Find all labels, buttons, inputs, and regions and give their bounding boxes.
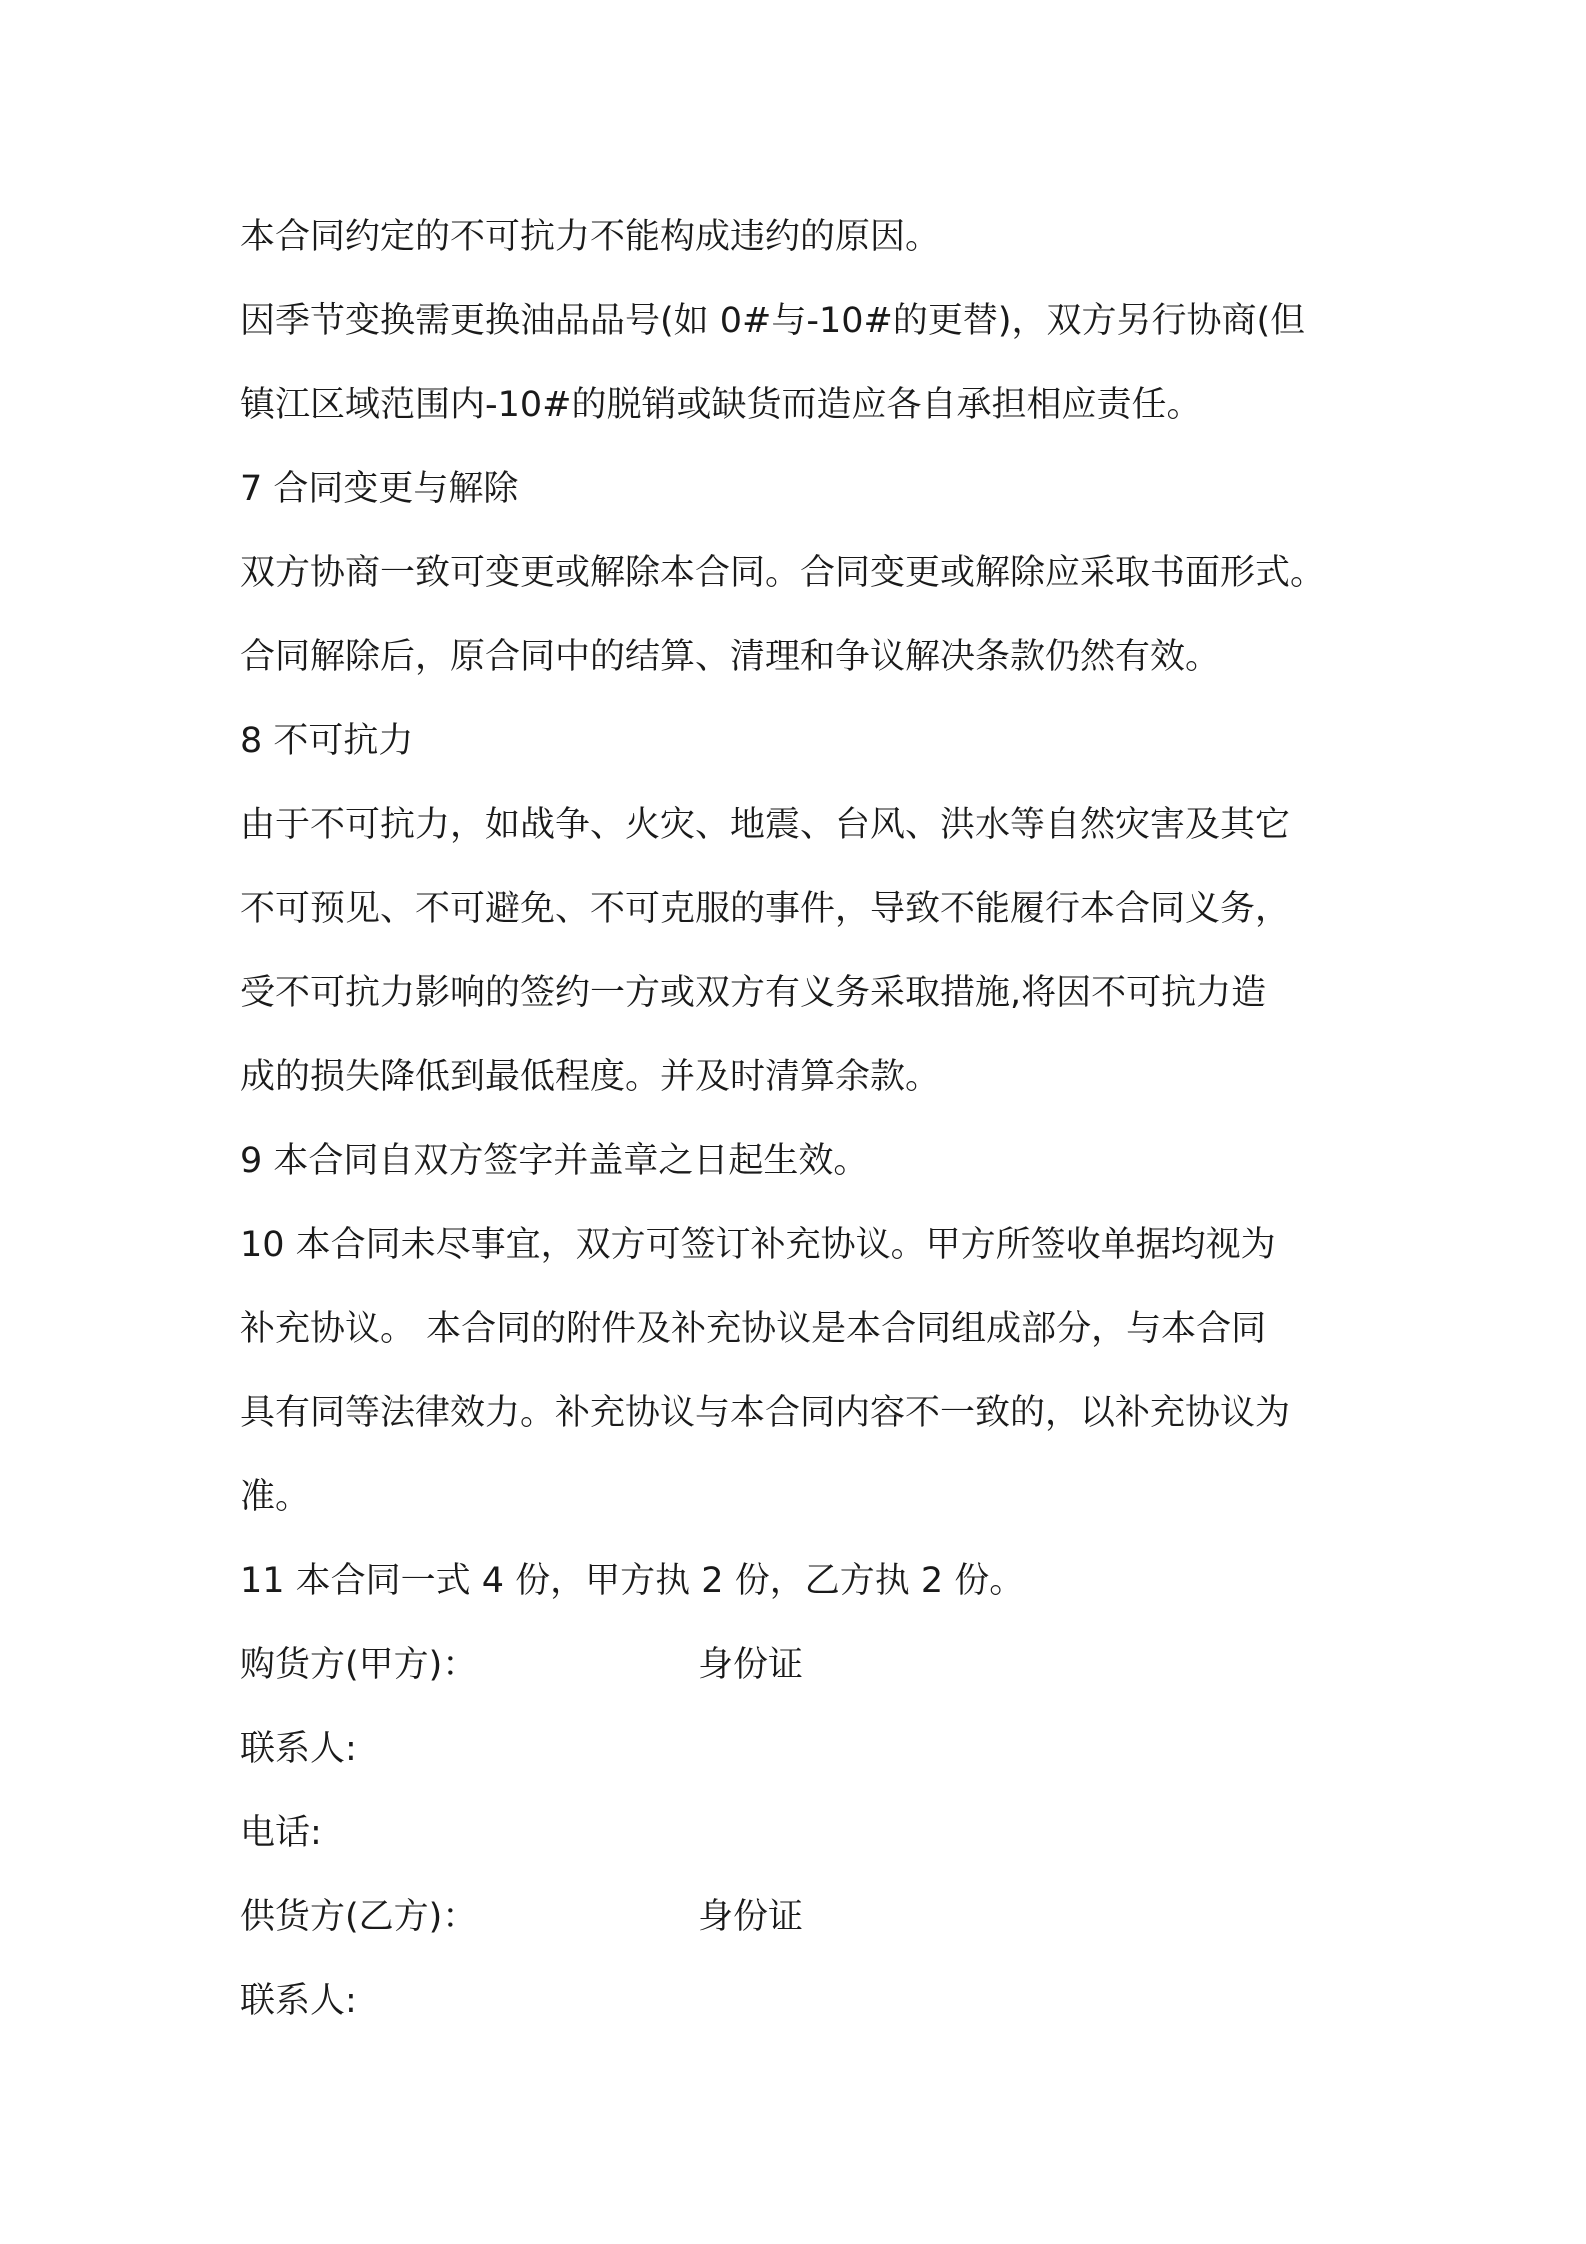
- buyer-contact-label: 联系人:: [240, 1729, 357, 1769]
- paragraph-force-majeure-line-4: 成的损失降低到最低程度。并及时清算余款。: [240, 1057, 941, 1097]
- paragraph-force-majeure-line-1: 由于不可抗力，如战争、火灾、地震、台风、洪水等自然灾害及其它: [240, 805, 1291, 845]
- section-10-line-1: 10 本合同未尽事宜，双方可签订补充协议。甲方所签收单据均视为: [240, 1225, 1276, 1265]
- buyer-id-label: 身份证: [698, 1645, 804, 1685]
- paragraph-force-majeure-line-2: 不可预见、不可避免、不可克服的事件，导致不能履行本合同义务，: [240, 889, 1291, 929]
- section-heading-8: 8 不可抗力: [240, 721, 414, 761]
- paragraph-force-majeure-continued: 本合同约定的不可抗力不能构成违约的原因。: [240, 217, 941, 257]
- section-9-effective: 9 本合同自双方签字并盖章之日起生效。: [240, 1141, 869, 1181]
- paragraph-contract-termination: 合同解除后，原合同中的结算、清理和争议解决条款仍然有效。: [240, 637, 1221, 677]
- section-10-line-2: 补充协议。 本合同的附件及补充协议是本合同组成部分，与本合同: [240, 1309, 1267, 1349]
- supplier-id-label: 身份证: [698, 1897, 804, 1937]
- paragraph-seasonal-grade-change-continued: 镇江区域范围内-10#的脱销或缺货而造应各自承担相应责任。: [240, 385, 1202, 425]
- buyer-phone-label: 电话:: [240, 1813, 322, 1853]
- supplier-label: 供货方(乙方)：: [240, 1897, 478, 1937]
- section-11-copies: 11 本合同一式 4 份，甲方执 2 份，乙方执 2 份。: [240, 1561, 1025, 1601]
- supplier-contact-label: 联系人:: [240, 1981, 357, 2021]
- section-heading-7: 7 合同变更与解除: [240, 469, 519, 509]
- paragraph-contract-change: 双方协商一致可变更或解除本合同。合同变更或解除应采取书面形式。: [240, 553, 1326, 593]
- section-10-line-4: 准。: [240, 1477, 311, 1517]
- paragraph-seasonal-grade-change: 因季节变换需更换油品品号(如 0#与-10#的更替)，双方另行协商(但: [240, 301, 1306, 341]
- paragraph-force-majeure-line-3: 受不可抗力影响的签约一方或双方有义务采取措施,将因不可抗力造: [240, 973, 1267, 1013]
- buyer-label: 购货方(甲方)：: [240, 1645, 478, 1685]
- section-10-line-3: 具有同等法律效力。补充协议与本合同内容不一致的，以补充协议为: [240, 1393, 1291, 1433]
